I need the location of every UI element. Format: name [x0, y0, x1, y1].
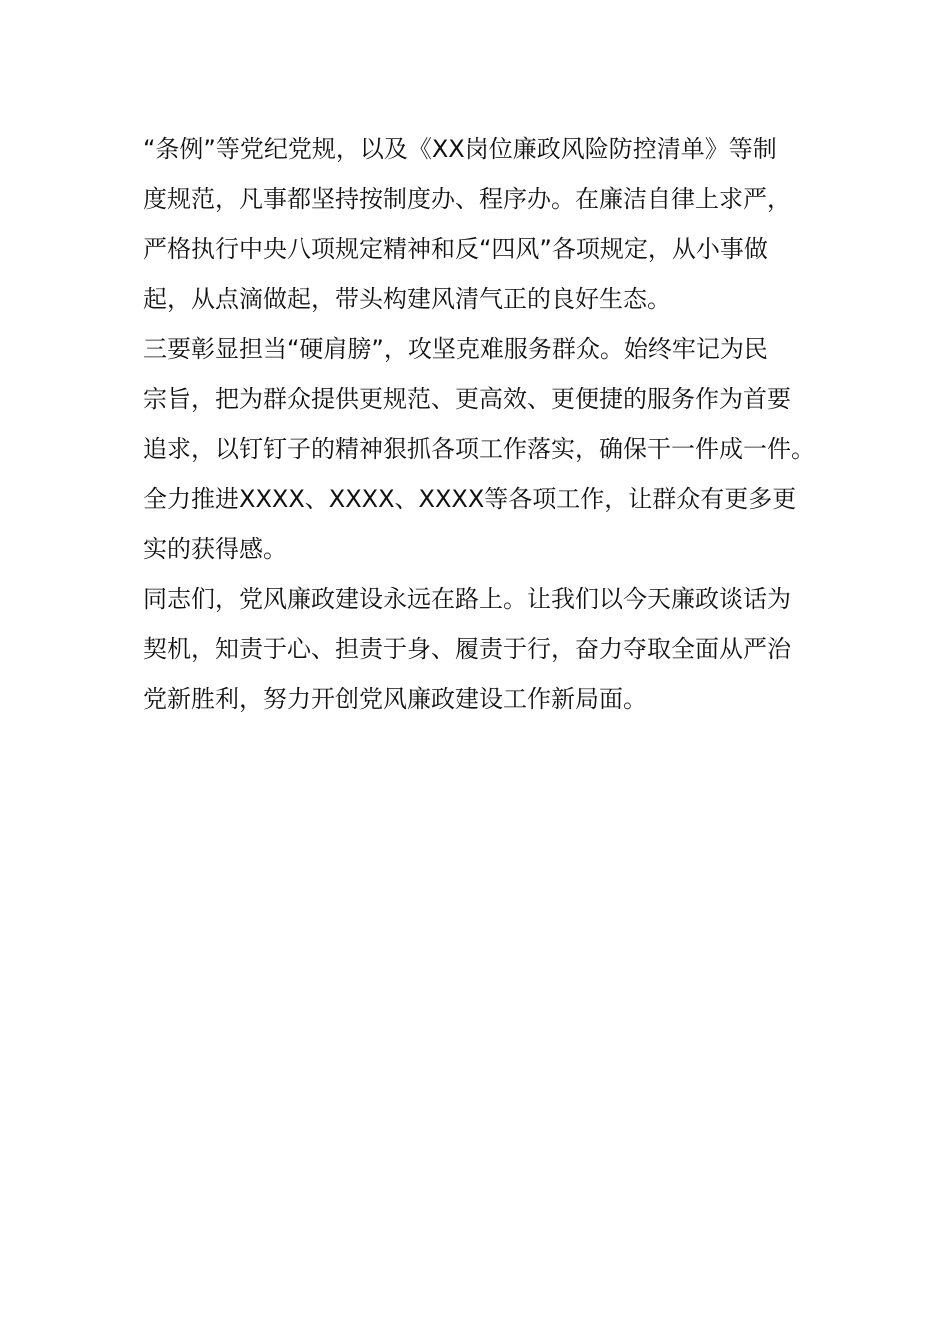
text-line: 起，从点滴做起，带头构建风清气正的良好生态。 — [143, 285, 671, 313]
text-line: 党新胜利，努力开创党风廉政建设工作新局面。 — [143, 685, 647, 713]
text-line: 三要彰显担当“硬肩膀”，攻坚克难服务群众。始终牢记为民 — [143, 335, 768, 363]
text-line: “条例”等党纪党规，以及《XX岗位廉政风险防控清单》等制 — [143, 135, 777, 163]
body-text — [143, 124, 823, 724]
text-line: 严格执行中央八项规定精神和反“四风”各项规定，从小事做 — [143, 235, 768, 263]
text-line: 同志们，党风廉政建设永远在路上。让我们以今天廉政谈话为 — [143, 585, 791, 613]
text-line: 实的获得感。 — [143, 535, 287, 563]
text-line: 宗旨，把为群众提供更规范、更高效、更便捷的服务作为首要 — [143, 385, 791, 413]
text-line: 契机，知责于心、担责于身、履责于行，奋力夺取全面从严治 — [143, 635, 791, 663]
text-line: 追求，以钉钉子的精神狠抓各项工作落实，确保干一件成一件。 — [143, 435, 815, 463]
text-line: 度规范，凡事都坚持按制度办、程序办。在廉洁自律上求严， — [143, 185, 791, 213]
text-line: 全力推进XXXX、XXXX、XXXX等各项工作，让群众有更多更 — [143, 485, 797, 513]
